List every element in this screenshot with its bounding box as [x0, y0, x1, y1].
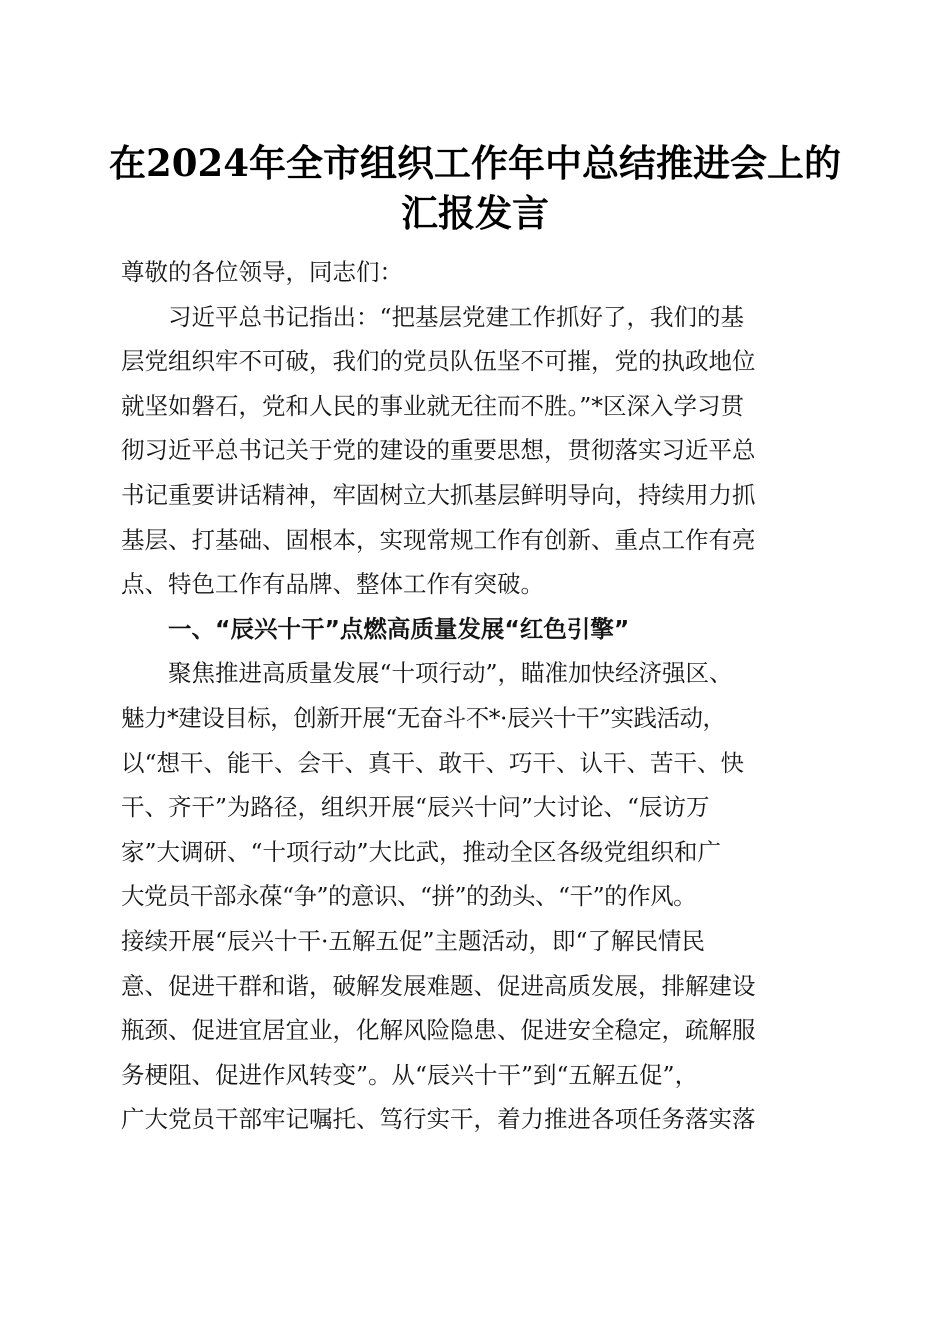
text-line: 家”大调研、“十项行动”大比武，推动全区各级党组织和广: [121, 837, 722, 866]
section-heading: 一、“辰兴十干”点燃高质量发展“红色引擎”: [168, 614, 630, 643]
paragraph-intro: [121, 295, 841, 607]
text-line: 干、齐干”为路径，组织开展“辰兴十问”大讨论、“辰访万: [121, 793, 710, 822]
salutation: 尊敬的各位领导，同志们：: [121, 258, 403, 286]
text-line: 接续开展“辰兴十干·五解五促”主题活动，即“了解民情民: [121, 926, 706, 955]
text-line: 意、促进干群和谐，破解发展难题、促进高质发展，排解建设: [121, 971, 756, 1000]
text-line: 习近平总书记指出：“把基层党建工作抓好了，我们的基: [168, 302, 745, 331]
document-title: [60, 138, 890, 238]
text-line: 就坚如磐石，党和人民的事业就无往而不胜。”*区深入学习贯: [121, 391, 745, 420]
text-line: 广大党员干部牢记嘱托、笃行实干，着力推进各项任务落实落: [121, 1105, 756, 1134]
text-line: 务梗阻、促进作风转变”。从“辰兴十干”到“五解五促”，: [121, 1060, 699, 1089]
paragraph-section-1: [121, 651, 841, 1142]
title-line-2: 汇报发言: [401, 191, 549, 235]
text-line: 点、特色工作有品牌、整体工作有突破。: [121, 570, 544, 599]
text-line: 聚焦推进高质量发展“十项行动”，瞄准加快经济强区、: [168, 659, 733, 688]
text-line: 瓶颈、促进宜居宜业，化解风险隐患、促进安全稳定，疏解服: [121, 1016, 756, 1045]
text-line: 层党组织牢不可破，我们的党员队伍坚不可摧，党的执政地位: [121, 347, 756, 376]
text-line: 彻习近平总书记关于党的建设的重要思想，贯彻落实习近平总: [121, 436, 756, 465]
text-line: 以“想干、能干、会干、真干、敢干、巧干、认干、苦干、快: [121, 748, 745, 777]
text-line: 书记重要讲话精神，牢固树立大抓基层鲜明导向，持续用力抓: [121, 480, 756, 509]
document-body: [121, 250, 841, 1142]
text-line: 大党员干部永葆“争”的意识、“拼”的劲头、“干”的作风。: [121, 882, 697, 911]
text-line: 基层、打基础、固根本，实现常规工作有创新、重点工作有亮: [121, 525, 756, 554]
title-line-1: 在2024年全市组织工作年中总结推进会上的: [109, 141, 841, 185]
text-line: 魅力*建设目标，创新开展“无奋斗不*·辰兴十干”实践活动，: [121, 703, 726, 732]
